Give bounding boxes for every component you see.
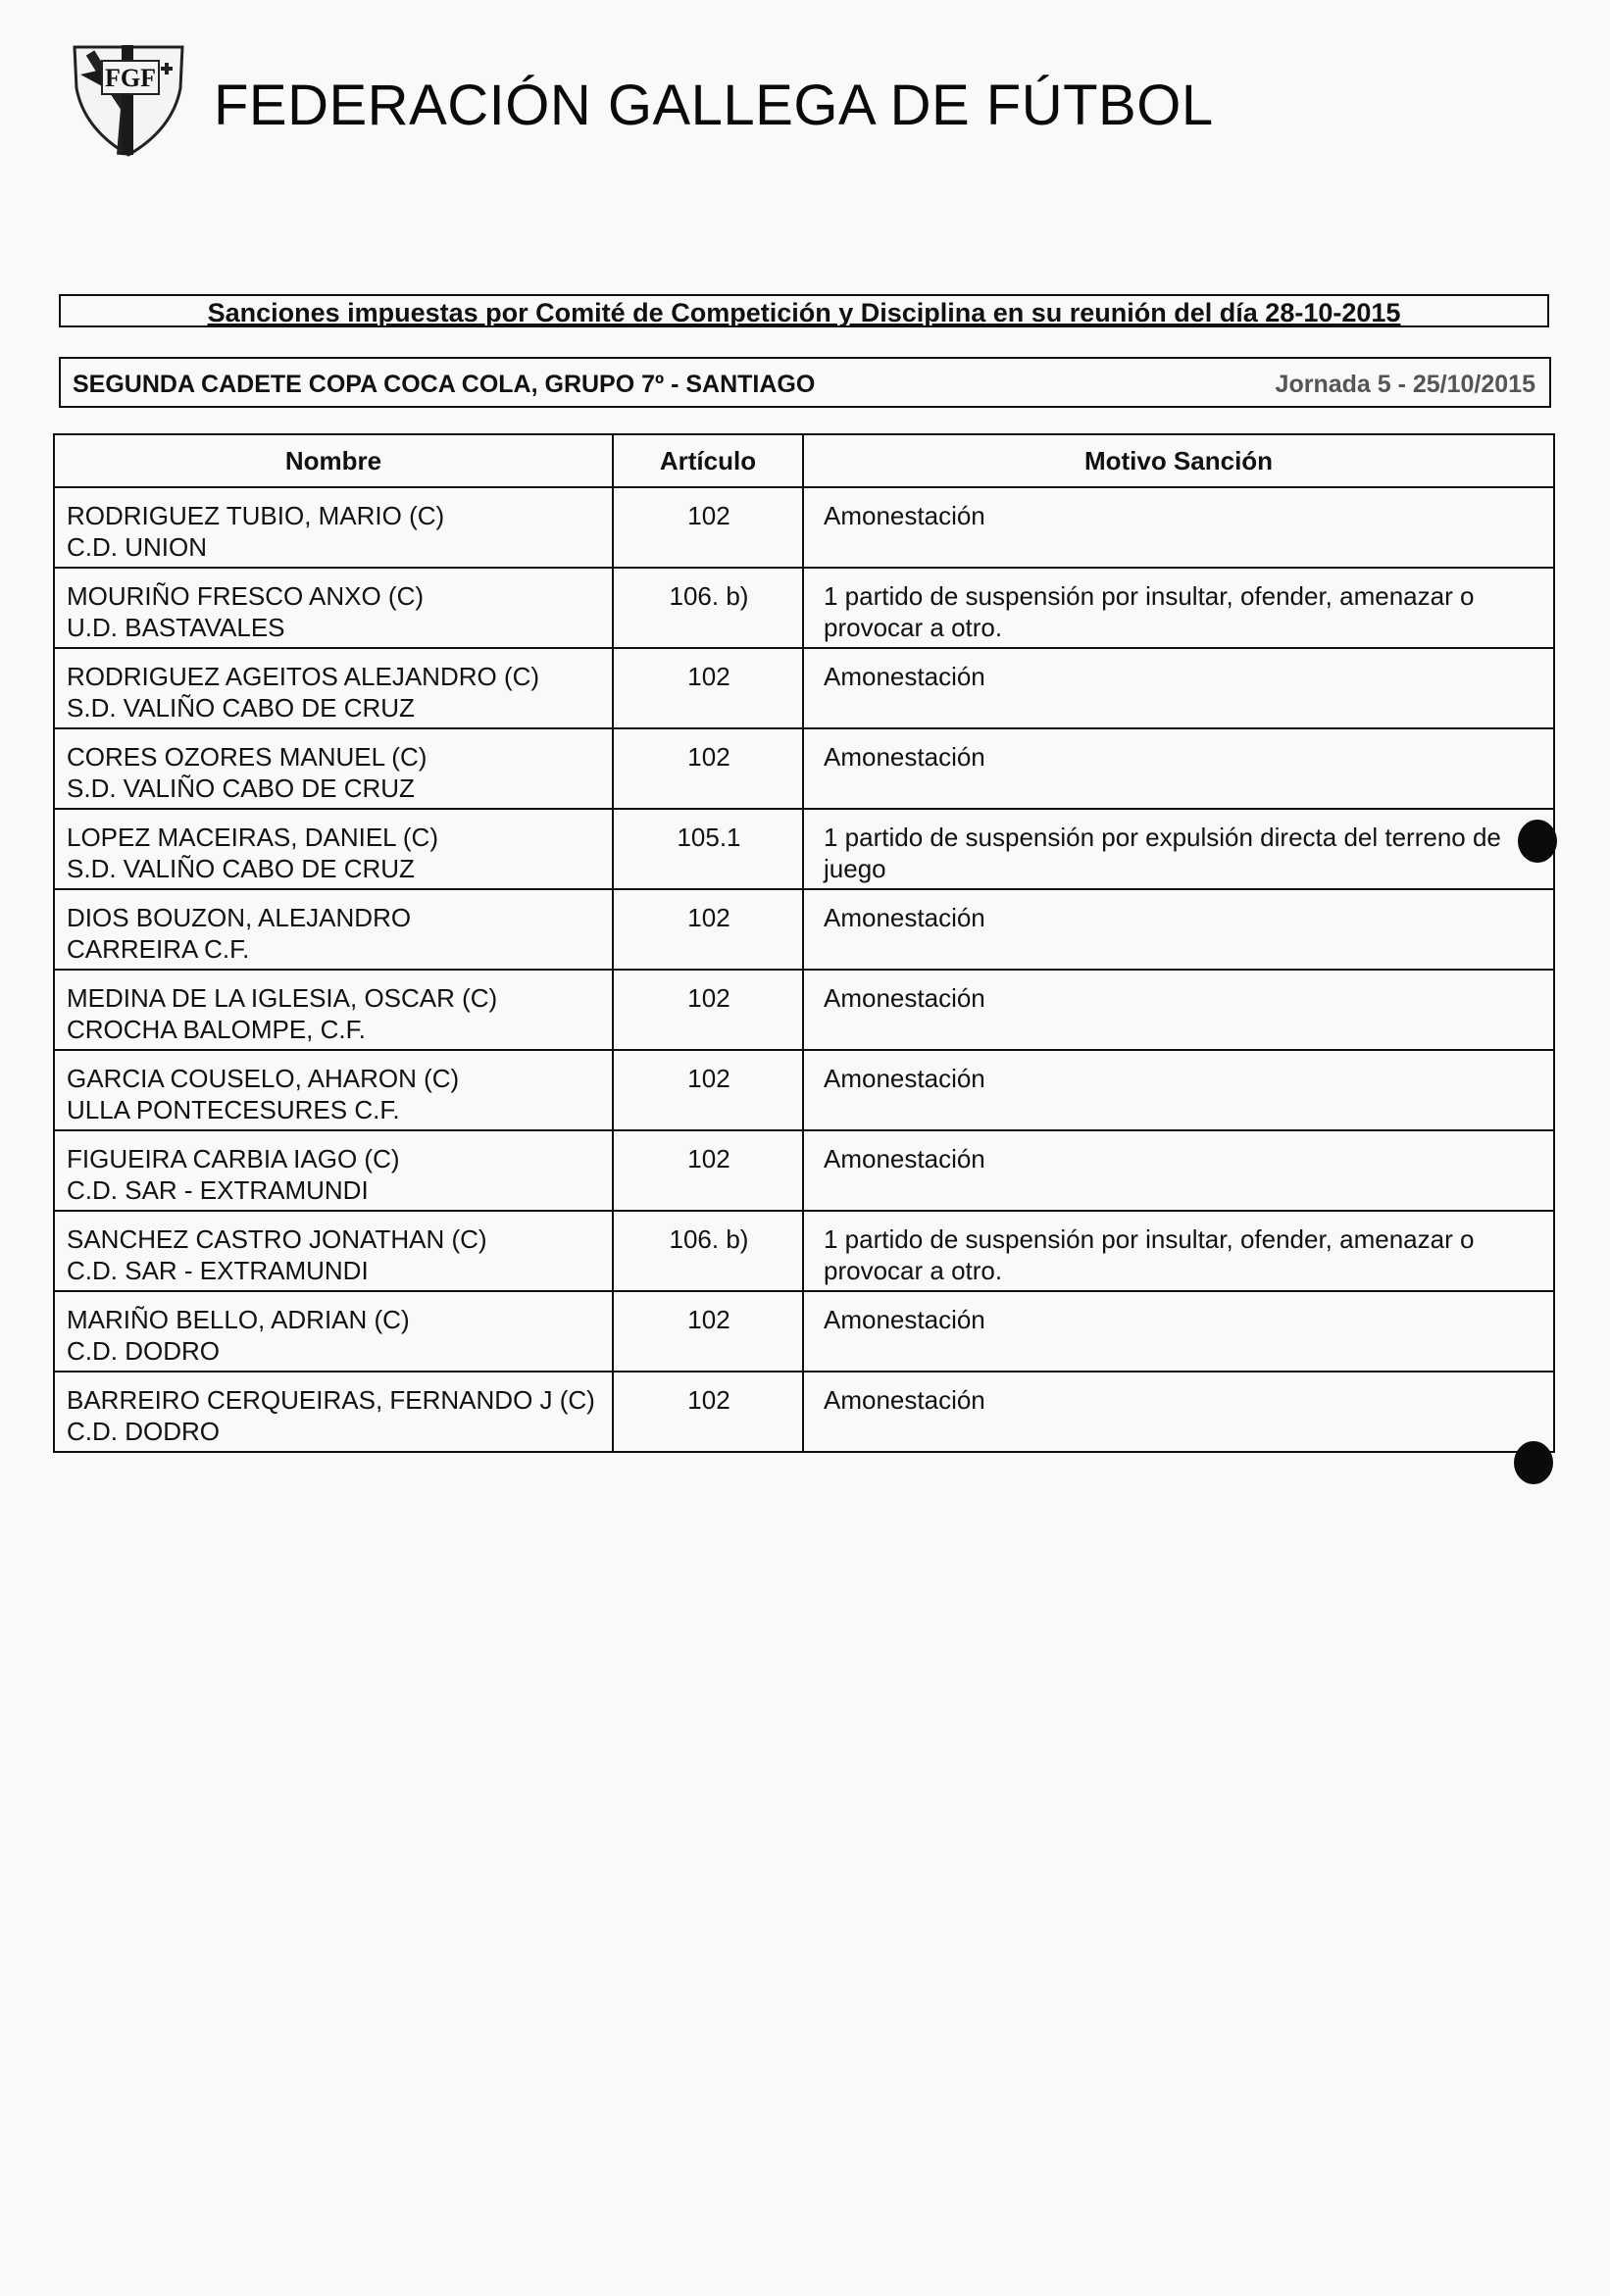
competition-name: SEGUNDA CADETE COPA COCA COLA, GRUPO 7º - SANTIAGO (73, 371, 816, 398)
competition-box (59, 357, 1551, 408)
punch-hole-mark (1514, 1441, 1553, 1484)
organization-title: FEDERACIÓN GALLEGA DE FÚTBOL (214, 74, 1214, 137)
table-row (54, 970, 1554, 1050)
svg-text:FGF: FGF (105, 64, 156, 92)
club-name: C.D. SAR - EXTRAMUNDI (67, 1256, 369, 1285)
reason-text: Amonestación (824, 501, 985, 530)
reason-cell (803, 728, 1554, 809)
article-cell: 106. b) (613, 1211, 803, 1291)
article-cell: 102 (613, 1291, 803, 1372)
player-name: MARIÑO BELLO, ADRIAN (C) (67, 1305, 410, 1334)
player-cell (54, 809, 613, 889)
reason-cell (803, 1130, 1554, 1211)
reason-cell (803, 568, 1554, 648)
report-title-box (59, 294, 1549, 327)
table-header-row (54, 434, 1554, 487)
reason-cell (803, 889, 1554, 970)
club-name: U.D. BASTAVALES (67, 613, 285, 642)
table-row (54, 487, 1554, 568)
reason-cell (803, 970, 1554, 1050)
reason-text: Amonestación (824, 1305, 985, 1334)
reason-text: Amonestación (824, 1064, 985, 1093)
player-name: RODRIGUEZ TUBIO, MARIO (C) (67, 501, 445, 530)
table-row (54, 1211, 1554, 1291)
club-name: CROCHA BALOMPE, C.F. (67, 1015, 366, 1044)
table-row (54, 809, 1554, 889)
column-header-nombre: Nombre (54, 434, 613, 487)
club-name: S.D. VALIÑO CABO DE CRUZ (67, 774, 415, 803)
reason-cell (803, 487, 1554, 568)
club-name: ULLA PONTECESURES C.F. (67, 1095, 400, 1124)
article-cell: 102 (613, 889, 803, 970)
reason-cell (803, 809, 1554, 889)
article-cell: 102 (613, 970, 803, 1050)
player-name: RODRIGUEZ AGEITOS ALEJANDRO (C) (67, 662, 540, 691)
reason-cell (803, 1372, 1554, 1452)
table-row (54, 728, 1554, 809)
reason-cell (803, 1050, 1554, 1130)
club-name: C.D. UNION (67, 532, 207, 562)
reason-text: Amonestación (824, 983, 985, 1013)
player-cell (54, 728, 613, 809)
article-cell: 102 (613, 648, 803, 728)
player-cell (54, 889, 613, 970)
table-row (54, 1050, 1554, 1130)
player-name: CORES OZORES MANUEL (C) (67, 742, 428, 772)
table-row (54, 889, 1554, 970)
table-row (54, 1130, 1554, 1211)
player-cell (54, 1130, 613, 1211)
federation-logo (67, 39, 190, 159)
player-name: MOURIÑO FRESCO ANXO (C) (67, 581, 425, 611)
club-name: CARREIRA C.F. (67, 934, 250, 964)
reason-text: Amonestación (824, 1385, 985, 1415)
reason-cell (803, 648, 1554, 728)
player-name: DIOS BOUZON, ALEJANDRO (67, 903, 412, 932)
column-header-motivo: Motivo Sanción (803, 434, 1554, 487)
club-name: S.D. VALIÑO CABO DE CRUZ (67, 693, 415, 723)
reason-cell (803, 1291, 1554, 1372)
reason-text: Amonestación (824, 662, 985, 691)
player-name: SANCHEZ CASTRO JONATHAN (C) (67, 1224, 487, 1254)
article-cell: 106. b) (613, 568, 803, 648)
player-cell (54, 1291, 613, 1372)
reason-text: Amonestación (824, 742, 985, 772)
article-cell: 105.1 (613, 809, 803, 889)
club-name: C.D. DODRO (67, 1417, 220, 1446)
player-cell (54, 1211, 613, 1291)
player-name: MEDINA DE LA IGLESIA, OSCAR (C) (67, 983, 498, 1013)
sanctions-table (53, 433, 1555, 1453)
article-cell: 102 (613, 487, 803, 568)
table-row (54, 568, 1554, 648)
player-name: GARCIA COUSELO, AHARON (C) (67, 1064, 460, 1093)
article-cell: 102 (613, 1372, 803, 1452)
player-cell (54, 568, 613, 648)
article-cell: 102 (613, 728, 803, 809)
punch-hole-mark (1518, 820, 1557, 863)
column-header-articulo: Artículo (613, 434, 803, 487)
player-name: LOPEZ MACEIRAS, DANIEL (C) (67, 823, 438, 852)
reason-text: Amonestación (824, 1144, 985, 1173)
player-cell (54, 648, 613, 728)
reason-text: 1 partido de suspensión por insultar, ofender, amenazar o provocar a otro. (824, 581, 1475, 642)
club-name: C.D. SAR - EXTRAMUNDI (67, 1175, 369, 1205)
player-name: FIGUEIRA CARBIA IAGO (C) (67, 1144, 400, 1173)
player-cell (54, 970, 613, 1050)
table-row (54, 1291, 1554, 1372)
table-row (54, 1372, 1554, 1452)
player-cell (54, 1372, 613, 1452)
reason-cell (803, 1211, 1554, 1291)
reason-text: Amonestación (824, 903, 985, 932)
reason-text: 1 partido de suspensión por insultar, ofender, amenazar o provocar a otro. (824, 1224, 1475, 1285)
reason-text: 1 partido de suspensión por expulsión directa del terreno de juego (824, 823, 1501, 883)
report-title: Sanciones impuestas por Comité de Competición y Disciplina en su reunión del día 28-10-2015 (207, 298, 1401, 327)
article-cell: 102 (613, 1050, 803, 1130)
club-name: S.D. VALIÑO CABO DE CRUZ (67, 854, 415, 883)
club-name: C.D. DODRO (67, 1336, 220, 1366)
table-row (54, 648, 1554, 728)
player-cell (54, 1050, 613, 1130)
player-cell (54, 487, 613, 568)
article-cell: 102 (613, 1130, 803, 1211)
player-name: BARREIRO CERQUEIRAS, FERNANDO J (C) (67, 1385, 595, 1415)
jornada-label: Jornada 5 - 25/10/2015 (1275, 371, 1535, 398)
